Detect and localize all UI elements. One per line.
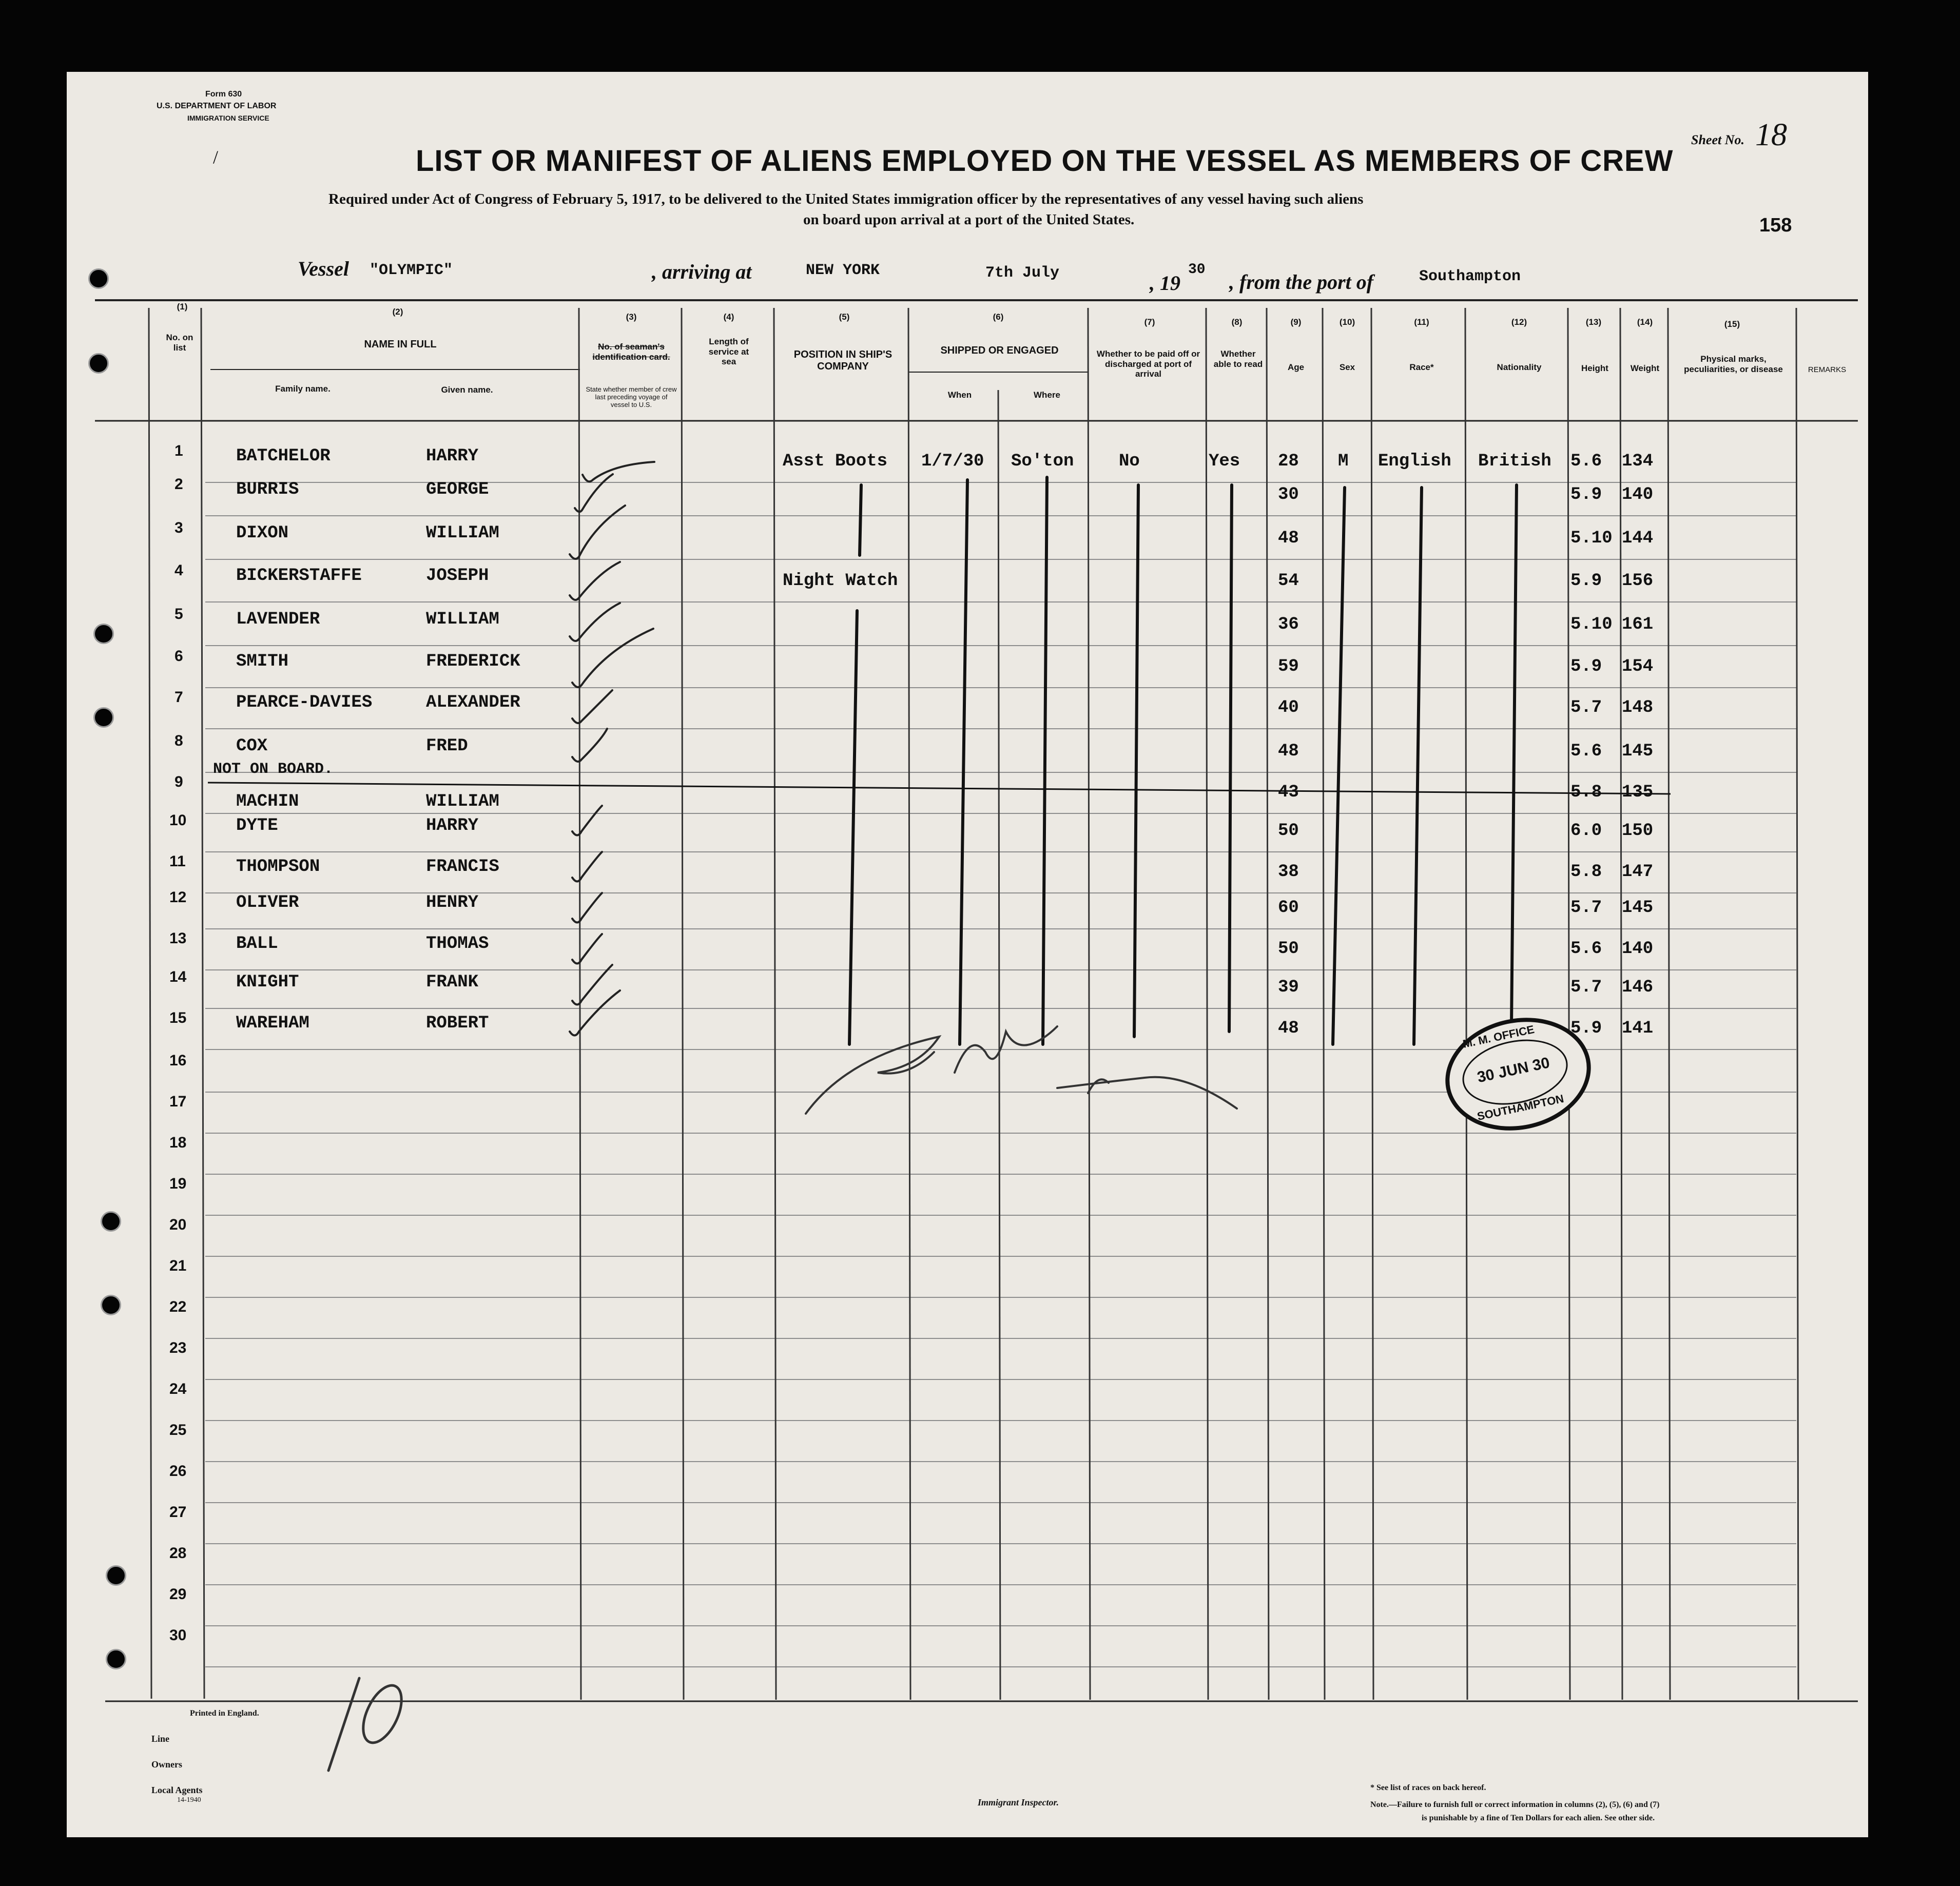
cell-given: FRANK <box>426 973 479 992</box>
cell-given: FREDERICK <box>426 652 520 671</box>
column-10-number: (10) <box>1339 317 1355 327</box>
row-number: 28 <box>169 1545 187 1562</box>
column-12-number: (12) <box>1511 317 1527 327</box>
races-footnote: * See list of races on back hereof. <box>1370 1783 1486 1792</box>
form-number: Form 630 <box>205 90 242 99</box>
cell-weight: 147 <box>1622 862 1654 882</box>
sheet-number: 158 <box>1759 215 1792 236</box>
cell-given: JOSEPH <box>426 566 489 586</box>
penalty-note-1: Note.—Failure to furnish full or correct information in columns (2), (5), (6) and (7) <box>1370 1800 1660 1809</box>
cell-age: 40 <box>1278 698 1299 717</box>
cell-position: Night Watch <box>783 571 898 591</box>
row-number: 1 <box>174 442 183 459</box>
column-2-number: (2) <box>392 307 403 317</box>
cell-given: HARRY <box>426 816 479 835</box>
column-11-heading: Race* <box>1409 362 1434 372</box>
row-number: 21 <box>169 1257 187 1274</box>
row-number: 23 <box>169 1339 187 1356</box>
sheet-label: Sheet No. <box>1691 132 1744 147</box>
cell-given: FRED <box>426 736 468 756</box>
cell-family: BURRIS <box>236 480 299 499</box>
row-number: 7 <box>174 689 183 706</box>
printed-in-england: Printed in England. <box>190 1709 259 1718</box>
cell-race: English <box>1378 452 1451 471</box>
cell-age: 36 <box>1278 615 1299 634</box>
margin-mark: / <box>213 147 219 167</box>
column-14-number: (14) <box>1637 317 1653 327</box>
footer-line-label: Line <box>151 1734 170 1744</box>
row-number: 4 <box>174 562 183 579</box>
cell-age: 38 <box>1278 862 1299 882</box>
cell-family: THOMPSON <box>236 857 320 877</box>
penalty-note-2: is punishable by a fine of Ten Dollars for each alien. See other side. <box>1422 1814 1655 1822</box>
cell-family: DYTE <box>236 816 278 835</box>
cell-family: OLIVER <box>236 893 299 912</box>
column-2-heading: NAME IN FULL <box>364 339 437 350</box>
cell-age: 54 <box>1278 571 1299 591</box>
cell-when: 1/7/30 <box>921 452 984 471</box>
column-6-heading: SHIPPED OR ENGAGED <box>940 345 1059 356</box>
vessel-name: "OLYMPIC" <box>370 262 453 279</box>
arriving-port: NEW YORK <box>806 262 880 279</box>
row-number: 8 <box>174 732 183 749</box>
cell-weight: 156 <box>1622 571 1654 591</box>
column-13-number: (13) <box>1585 317 1602 327</box>
cell-family: LAVENDER <box>236 610 320 629</box>
column-10-heading: Sex <box>1339 362 1355 372</box>
row-number: 19 <box>169 1175 187 1192</box>
column-6b-heading: Where <box>1034 390 1060 400</box>
row-number: 15 <box>169 1009 187 1026</box>
cell-family: KNIGHT <box>236 973 299 992</box>
cell-family: PEARCE-DAVIES <box>236 693 373 712</box>
column-5-heading: POSITION IN SHIP'S COMPANY <box>793 349 892 372</box>
row-number: 27 <box>169 1504 187 1521</box>
cell-given: WILLIAM <box>426 610 499 629</box>
row-number: 5 <box>174 606 183 623</box>
row-number: 10 <box>169 812 187 829</box>
cell-age: 48 <box>1278 1019 1299 1038</box>
subtitle-line-1: Required under Act of Congress of February 5, 1917, to be delivered to the United States immigration officer by the representatives of any vessel having such aliens <box>328 191 1364 207</box>
cell-height: 5.10 <box>1570 529 1613 548</box>
cell-age: 43 <box>1278 783 1299 802</box>
cell-height: 5.9 <box>1570 485 1602 504</box>
column-8-heading: Whether able to read <box>1213 349 1263 369</box>
cell-weight: 140 <box>1622 939 1654 959</box>
column-6-number: (6) <box>993 312 1004 322</box>
cell-height: 5.9 <box>1570 657 1602 676</box>
cell-age: 48 <box>1278 529 1299 548</box>
cell-read: Yes <box>1209 452 1240 471</box>
column-12-heading: Nationality <box>1497 362 1542 372</box>
cell-given: HENRY <box>426 893 479 912</box>
column-3-number: (3) <box>626 312 637 322</box>
row-number: 25 <box>169 1422 187 1438</box>
column-9-heading: Age <box>1287 362 1305 372</box>
vessel-label: Vessel <box>298 257 349 280</box>
column-2b-heading: Given name. <box>441 385 493 395</box>
cell-weight: 146 <box>1622 978 1654 997</box>
cell-paid-off: No <box>1119 452 1140 471</box>
cell-family: SMITH <box>236 652 289 671</box>
footer-agents-label: Local Agents <box>151 1785 203 1795</box>
row-number: 22 <box>169 1298 187 1315</box>
cell-weight: 140 <box>1622 485 1654 504</box>
column-3-heading: No. of seaman's identification card. <box>592 342 670 362</box>
row-number: 26 <box>169 1463 187 1480</box>
not-on-board-note: NOT ON BOARD. <box>213 761 334 778</box>
cell-family: WAREHAM <box>236 1014 309 1033</box>
cell-weight: 145 <box>1622 898 1654 918</box>
column-4-number: (4) <box>723 312 734 322</box>
year-suffix: 30 <box>1188 262 1206 278</box>
cell-height: 5.7 <box>1570 898 1602 918</box>
cell-weight: 135 <box>1622 783 1654 802</box>
cell-height: 5.6 <box>1570 452 1602 471</box>
cell-age: 48 <box>1278 742 1299 761</box>
cell-height: 5.7 <box>1570 978 1602 997</box>
row-number: 13 <box>169 930 187 947</box>
immigrant-inspector-label: Immigrant Inspector. <box>978 1797 1059 1807</box>
from-port-label: , from the port of <box>1229 270 1374 294</box>
cell-given: FRANCIS <box>426 857 499 877</box>
cell-given: ROBERT <box>426 1014 489 1033</box>
cell-age: 39 <box>1278 978 1299 997</box>
cell-weight: 134 <box>1622 452 1654 471</box>
row-number: 6 <box>174 648 183 665</box>
cell-given: ALEXANDER <box>426 693 520 712</box>
column-6a-heading: When <box>947 390 972 400</box>
row-number: 29 <box>169 1586 187 1603</box>
column-15-heading: Physical marks, peculiarities, or disease <box>1684 354 1783 374</box>
row-number: 12 <box>169 889 187 906</box>
row-number: 17 <box>169 1093 187 1110</box>
stamp-bottom-text: SOUTHAMPTON <box>1476 1092 1565 1123</box>
stamp-date: 30 JUN 30 <box>1476 1054 1551 1086</box>
column-8-number: (8) <box>1231 317 1243 327</box>
cell-height: 5.6 <box>1570 939 1602 959</box>
column-4-heading: Length of service at sea <box>708 337 749 367</box>
row-number: 16 <box>169 1052 187 1069</box>
row-number: 18 <box>169 1134 187 1151</box>
cell-sex: M <box>1338 452 1349 471</box>
column-2a-heading: Family name. <box>275 384 331 394</box>
column-1-number: (1) <box>177 302 188 312</box>
cell-family: COX <box>236 736 268 756</box>
row-number: 9 <box>174 773 183 790</box>
column-11-number: (11) <box>1414 317 1429 327</box>
cell-given: THOMAS <box>426 934 489 954</box>
row-number: 11 <box>169 853 186 870</box>
stamp-top-text: M. M. OFFICE <box>1461 1022 1536 1051</box>
cell-height: 5.10 <box>1570 615 1613 634</box>
cell-position: Asst Boots <box>783 452 888 471</box>
column-15-number: (15) <box>1724 319 1740 329</box>
department-name: U.S. DEPARTMENT OF LABOR <box>157 102 277 110</box>
cell-family: BALL <box>236 934 278 954</box>
column-5-number: (5) <box>839 312 850 322</box>
cell-height: 5.9 <box>1570 571 1602 591</box>
cell-given: GEORGE <box>426 480 489 499</box>
cell-height: 5.7 <box>1570 698 1602 717</box>
cell-given: HARRY <box>426 446 479 466</box>
column-7-heading: Whether to be paid off or discharged at port of arrival <box>1096 349 1200 379</box>
row-number: 14 <box>169 968 187 985</box>
cell-weight: 150 <box>1622 821 1654 841</box>
cell-weight: 148 <box>1622 698 1654 717</box>
row-number: 3 <box>174 519 183 536</box>
column-7-number: (7) <box>1144 317 1155 327</box>
cell-given: WILLIAM <box>426 523 499 543</box>
year-prefix: , 19 <box>1150 271 1180 295</box>
cell-age: 30 <box>1278 485 1299 504</box>
cell-age: 50 <box>1278 939 1299 959</box>
cell-height: 5.9 <box>1570 1019 1602 1038</box>
cell-family: MACHIN <box>236 792 299 811</box>
sheet-value: 18 <box>1755 118 1787 152</box>
cell-weight: 161 <box>1622 615 1654 634</box>
column-3b-heading: State whether member of crew last preceding voyage of vessel to U.S. <box>586 385 677 409</box>
row-number: 24 <box>169 1381 187 1397</box>
cell-height: 6.0 <box>1570 821 1602 841</box>
subtitle-line-2: on board upon arrival at a port of the United States. <box>803 211 1135 228</box>
cell-family: BATCHELOR <box>236 446 331 466</box>
arrival-date: 7th July <box>985 264 1060 282</box>
service-name: IMMIGRATION SERVICE <box>187 114 269 122</box>
cell-height: 5.6 <box>1570 742 1602 761</box>
cell-age: 59 <box>1278 657 1299 676</box>
cell-age: 60 <box>1278 898 1299 918</box>
cell-weight: 144 <box>1622 529 1654 548</box>
cell-family: DIXON <box>236 523 289 543</box>
from-port: Southampton <box>1419 268 1521 285</box>
arriving-label: , arriving at <box>652 260 752 283</box>
cell-nationality: British <box>1478 452 1551 471</box>
column-9-number: (9) <box>1290 317 1302 327</box>
cell-age: 50 <box>1278 821 1299 841</box>
cell-where: So'ton <box>1011 452 1074 471</box>
cell-height: 5.8 <box>1570 783 1602 802</box>
cell-weight: 145 <box>1622 742 1654 761</box>
cell-given: WILLIAM <box>426 792 499 811</box>
document-title: LIST OR MANIFEST OF ALIENS EMPLOYED ON THE VESSEL AS MEMBERS OF CREW <box>416 144 1674 178</box>
footer-form-code: 14-1940 <box>177 1796 201 1804</box>
cell-family: BICKERSTAFFE <box>236 566 362 586</box>
column-remarks-heading: REMARKS <box>1808 365 1847 374</box>
row-number: 30 <box>169 1627 187 1644</box>
cell-weight: 154 <box>1622 657 1654 676</box>
column-1-heading: No. on list <box>166 333 193 353</box>
footer-owners-label: Owners <box>151 1759 182 1770</box>
cell-age: 28 <box>1278 452 1299 471</box>
cell-height: 5.8 <box>1570 862 1602 882</box>
column-13-heading: Height <box>1581 363 1608 373</box>
column-14-heading: Weight <box>1630 363 1660 373</box>
row-number: 20 <box>169 1216 187 1233</box>
row-number: 2 <box>174 476 183 493</box>
cell-weight: 141 <box>1622 1019 1654 1038</box>
